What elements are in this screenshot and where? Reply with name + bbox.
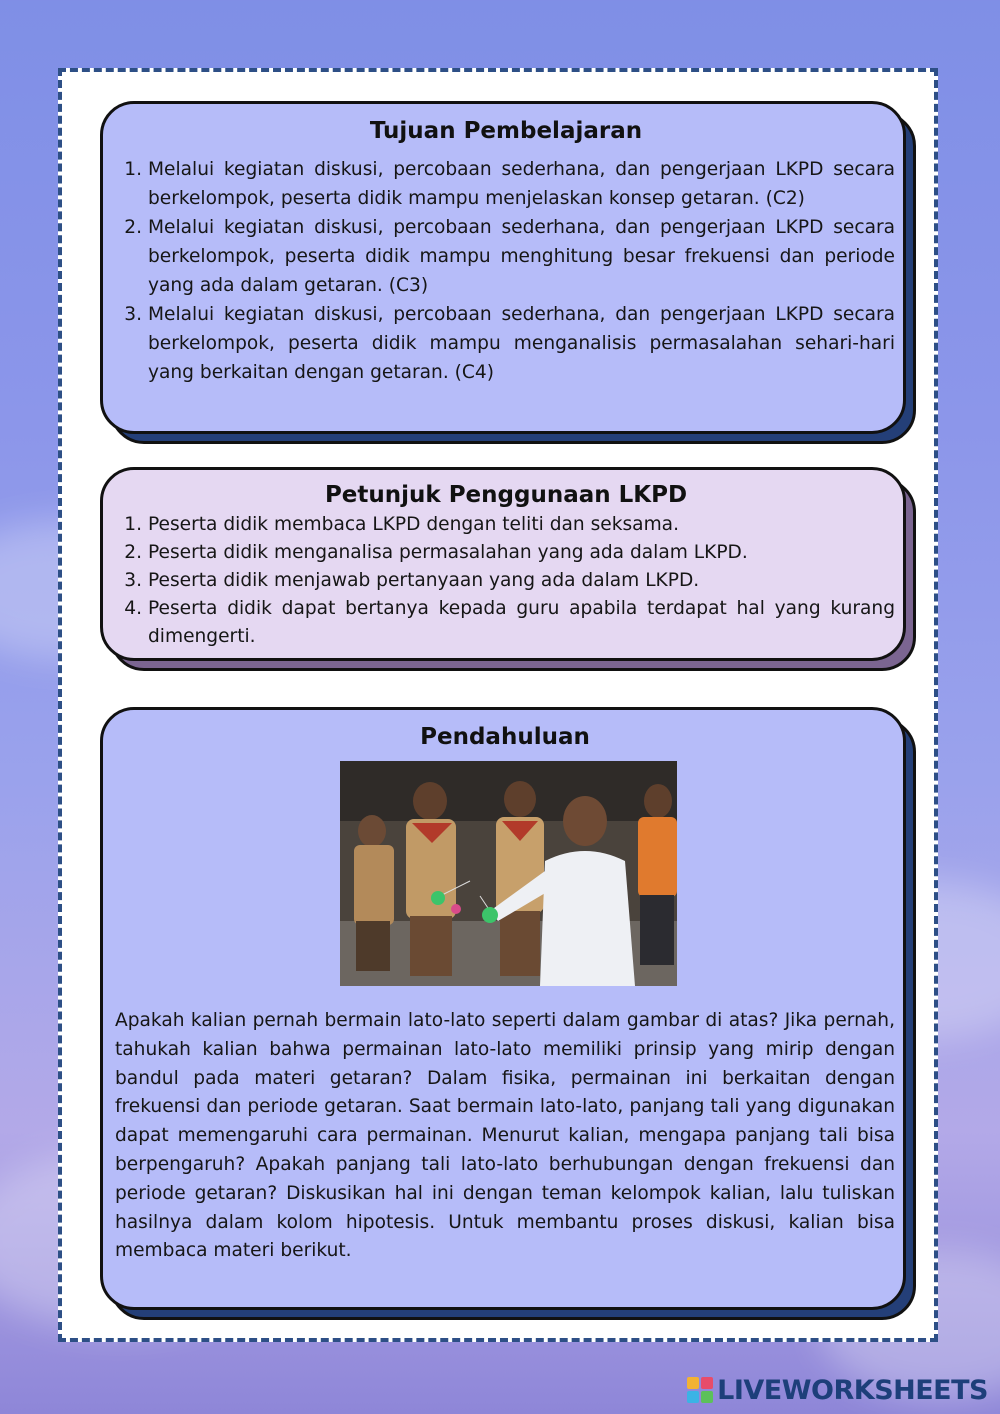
list-item: 3. Melalui kegiatan diskusi, percobaan sederhana, dan pengerjaan LKPD secara berkelompok, peserta didik mampu menganalisis permasalahan sehari-hari yang berkaitan dengan getaran. (C4)	[124, 304, 895, 383]
tujuan-title: Tujuan Pembelajaran	[369, 118, 643, 144]
list-item: 4. Peserta didik dapat bertanya kepada guru apabila terdapat hal yang kurang dimengerti.	[124, 598, 895, 647]
liveworksheets-logo[interactable]	[687, 1373, 988, 1407]
petunjuk-list	[117, 511, 895, 651]
pendahuluan-title: Pendahuluan	[420, 724, 590, 750]
list-item: 3. Peserta didik menjawab pertanyaan yang ada dalam LKPD.	[124, 570, 700, 591]
pendahuluan-paragraph: Apakah kalian pernah bermain lato-lato seperti dalam gambar di atas? Jika pernah, tahukah kalian bahwa permainan lato-lato memiliki prinsip yang mirip dengan bandul pada materi getaran? Dalam fisika, permainan ini berkaitan dengan frekuensi dan periode getaran. Saat bermain lato-lato, panjang tali yang digunakan dapat memengaruhi cara permainan. Menurut kalian, mengapa panjang tali bisa berpengaruh? Apakah panjang tali lato-lato berhubungan dengan frekuensi dan periode getaran? Diskusikan hal ini dengan teman kelompok kalian, lalu tuliskan hasilnya dalam kolom hipotesis. Untuk membantu proses diskusi, kalian bisa membaca materi berikut.	[115, 1010, 895, 1262]
tujuan-list	[117, 155, 895, 387]
tujuan-box	[100, 101, 906, 434]
lato-lato-illustration	[340, 761, 677, 986]
list-item: 2. Peserta didik menganalisa permasalahan yang ada dalam LKPD.	[124, 542, 748, 563]
list-item: 1. Melalui kegiatan diskusi, percobaan sederhana, dan pengerjaan LKPD secara berkelompok, peserta didik mampu menjelaskan konsep getaran. (C2)	[124, 159, 895, 209]
list-item: 2. Melalui kegiatan diskusi, percobaan sederhana, dan pengerjaan LKPD secara berkelompok, peserta didik mampu menghitung besar frekuensi dan periode yang ada dalam getaran. (C3)	[124, 217, 895, 296]
lato-lato-photo	[340, 761, 677, 986]
petunjuk-title: Petunjuk Penggunaan LKPD	[324, 482, 688, 508]
logo-text: LIVEWORKSHEETS	[717, 1374, 988, 1406]
list-item: 1. Peserta didik membaca LKPD dengan teliti dan seksama.	[124, 514, 679, 535]
liveworksheets-logo-icon	[687, 1377, 713, 1403]
petunjuk-box	[100, 467, 906, 661]
